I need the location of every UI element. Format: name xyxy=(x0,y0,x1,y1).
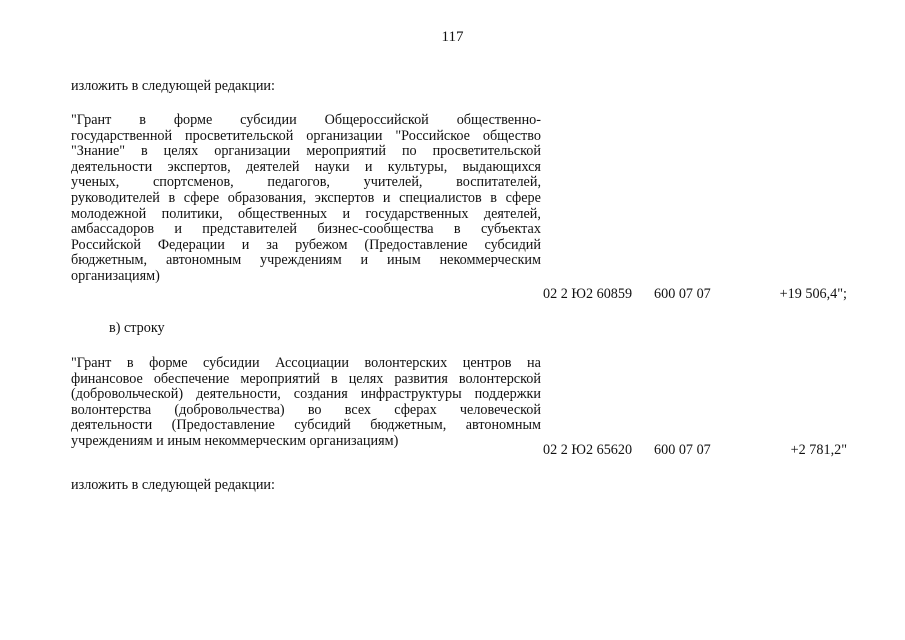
text-word: экспертов, xyxy=(167,158,231,175)
text-word: волонтерской xyxy=(458,370,541,387)
text-word: спортсменов, xyxy=(152,174,234,191)
text-word: и xyxy=(241,236,250,253)
page-number: 117 xyxy=(441,29,464,45)
text-word: деятельности xyxy=(71,158,153,175)
text-word: выдающихся xyxy=(462,158,541,175)
text-word: мероприятий xyxy=(306,143,386,160)
text-word: общественно- xyxy=(456,112,541,128)
text-word: деятельности, xyxy=(196,386,281,403)
text-line xyxy=(71,221,541,238)
text-word: сфере xyxy=(183,190,220,206)
text-word: форме xyxy=(173,112,213,128)
text-word: субсидий xyxy=(294,417,351,434)
text-word: ученых, xyxy=(71,174,120,191)
amount-value: +19 506,4"; xyxy=(779,286,847,302)
text-word: государственной xyxy=(71,127,173,144)
text-word: и xyxy=(360,252,369,269)
text-word: субсидии xyxy=(240,112,297,128)
text-word: в xyxy=(331,370,338,387)
text-line xyxy=(71,371,541,388)
text-line xyxy=(71,174,541,191)
text-word: Федерации xyxy=(157,236,225,253)
text-word: учителей, xyxy=(363,174,423,191)
text-word: человеческой xyxy=(459,401,541,418)
text-word: деятелей xyxy=(245,158,300,175)
text-word: по xyxy=(401,143,417,160)
text-line xyxy=(71,190,541,207)
text-word: Ассоциации xyxy=(275,355,349,371)
text-line xyxy=(71,268,541,285)
text-word: всех xyxy=(344,401,372,418)
text-word: воспитателей, xyxy=(456,174,541,191)
text-word: "Грант xyxy=(71,112,112,128)
text-word: в xyxy=(126,355,134,371)
text-word: обеспечение xyxy=(153,370,230,387)
text-line xyxy=(71,386,541,403)
text-word: руководителей xyxy=(71,190,160,206)
text-word: иным xyxy=(387,252,421,269)
text-word: и xyxy=(342,205,351,222)
text-line xyxy=(71,143,541,160)
text-word: в xyxy=(141,143,148,160)
text-line xyxy=(71,128,541,145)
text-word: экспертов xyxy=(314,190,375,206)
text-word: и xyxy=(364,158,373,175)
text-word: бюджетным, xyxy=(71,252,148,269)
text-word: деятельности xyxy=(71,417,153,434)
text-word: педагогов, xyxy=(267,174,330,191)
text-word: волонтерства xyxy=(71,401,152,418)
text-line xyxy=(71,355,541,372)
text-line xyxy=(71,206,541,223)
text-word: бизнес-сообщества xyxy=(317,221,434,238)
text-word: специалистов xyxy=(399,190,482,206)
text-word: развития xyxy=(394,370,448,387)
text-word: амбассадоров xyxy=(71,221,155,238)
text-word: центров xyxy=(462,355,512,371)
text-word: автономным xyxy=(465,417,541,434)
text-word: финансовое xyxy=(71,370,143,387)
text-word: волонтерских xyxy=(364,355,448,371)
text-word: науки xyxy=(314,158,350,175)
text-word: сфере xyxy=(505,190,541,206)
text-word: автономным xyxy=(165,252,242,269)
text-line xyxy=(71,433,541,450)
text-word: (Предоставление xyxy=(364,236,468,253)
text-word: некоммерческим xyxy=(439,252,541,269)
text-word: субсидии xyxy=(203,355,260,371)
text-word: целях xyxy=(348,370,384,387)
text-word: организации xyxy=(214,143,291,160)
text-word: субъектах xyxy=(480,221,541,238)
text-word: и xyxy=(382,190,391,206)
text-word: политики, xyxy=(161,205,223,222)
subitem-heading: в) строку xyxy=(109,320,165,336)
closing-paragraph: изложить в следующей редакции: xyxy=(71,477,275,493)
text-word: просветительской xyxy=(432,143,541,160)
text-word: (добровольческой) xyxy=(71,386,184,403)
budget-code: 02 2 Ю2 65620 xyxy=(543,442,633,458)
text-word: деятелей, xyxy=(483,205,541,222)
text-word: общество xyxy=(482,127,541,144)
text-line xyxy=(71,159,541,176)
text-word: на xyxy=(527,355,541,371)
text-word: Российской xyxy=(71,236,141,253)
text-word: учреждениям xyxy=(260,252,342,269)
amount-value: +2 781,2" xyxy=(790,442,847,458)
text-word: целях xyxy=(163,143,199,160)
text-word: мероприятий xyxy=(240,370,321,387)
text-word: государственных xyxy=(365,205,469,222)
text-word: сферах xyxy=(394,401,437,418)
text-word: во xyxy=(307,401,322,418)
text-word: просветительской xyxy=(185,127,294,144)
expense-type-section: 600 07 07 xyxy=(654,286,711,302)
text-word: организации xyxy=(306,127,383,144)
text-word: в xyxy=(453,221,461,238)
text-word: общественных xyxy=(238,205,328,222)
text-word: за xyxy=(266,236,279,253)
text-word: "Российское xyxy=(395,127,470,144)
text-word: инфраструктуры xyxy=(360,386,462,403)
text-word: (Предоставление xyxy=(171,417,275,434)
text-word: молодежной xyxy=(71,205,147,222)
text-line xyxy=(71,252,541,269)
text-word: субсидий xyxy=(484,236,541,253)
text-word: организациям) xyxy=(71,268,160,284)
text-word: представителей xyxy=(202,221,298,238)
intro-paragraph: изложить в следующей редакции: xyxy=(71,78,275,94)
text-word: культуры, xyxy=(387,158,448,175)
text-word: в xyxy=(139,112,146,128)
text-word: в xyxy=(490,190,497,206)
text-word: создания xyxy=(293,386,348,403)
text-word: в xyxy=(168,190,176,206)
text-word: поддержки xyxy=(474,386,541,403)
text-word: "Грант xyxy=(71,355,112,371)
text-line xyxy=(71,112,541,129)
text-word: рубежом xyxy=(295,236,348,253)
text-word: форме xyxy=(149,355,188,371)
text-word: образования, xyxy=(227,190,307,206)
text-line xyxy=(71,402,541,419)
text-word: и xyxy=(174,221,182,238)
text-line xyxy=(71,237,541,254)
text-word: "Знание" xyxy=(71,143,126,160)
text-word: Общероссийской xyxy=(324,112,429,128)
text-word: учреждениям и иным некоммерческим организациям) xyxy=(71,433,399,449)
budget-code: 02 2 Ю2 60859 xyxy=(543,286,633,302)
text-line xyxy=(71,417,541,434)
text-word: (добровольчества) xyxy=(174,401,285,418)
text-word: бюджетным, xyxy=(370,417,447,434)
expense-type-section: 600 07 07 xyxy=(654,442,711,458)
